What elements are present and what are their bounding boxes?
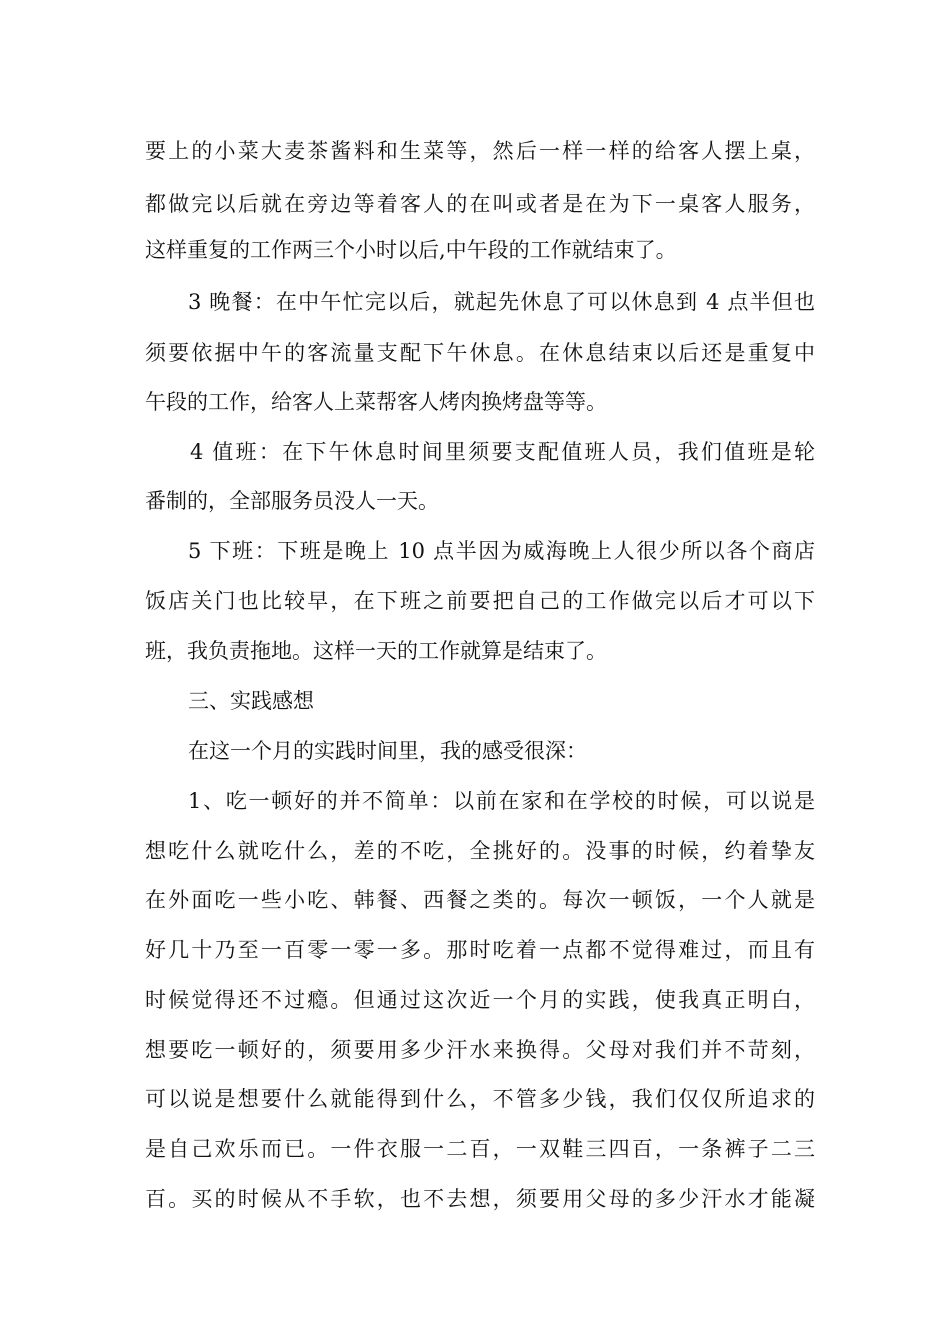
paragraph-line: 饭店关门也比较早，在下班之前要把自己的工作做完以后才可以下 [145,589,815,613]
paragraph-line: 须要依据中午的客流量支配下午休息。在休息结束以后还是重复中 [145,341,815,365]
section-heading: 三、实践感想 [188,689,314,713]
paragraph-line: 午段的工作，给客人上菜帮客人烤肉换烤盘等等。 [145,390,607,414]
paragraph-line: 4 值班：在下午休息时间里须要支配值班人员，我们值班是轮 [190,440,815,464]
paragraph-line: 在这一个月的实践时间里，我的感受很深： [188,739,587,763]
paragraph-line: 想要吃一顿好的，须要用多少汗水来换得。父母对我们并不苛刻， [145,1038,815,1062]
paragraph-line: 3 晚餐：在中午忙完以后，就起先休息了可以休息到 4 点半但也 [188,290,815,314]
paragraph-line: 都做完以后就在旁边等着客人的在叫或者是在为下一桌客人服务， [145,192,815,216]
paragraph-line: 是自己欢乐而已。一件衣服一二百，一双鞋三四百，一条裤子二三 [145,1137,815,1161]
paragraph-line: 百。买的时候从不手软，也不去想，须要用父母的多少汗水才能凝 [145,1187,815,1211]
paragraph-line: 5 下班：下班是晚上 10 点半因为威海晚上人很少所以各个商店 [188,539,815,563]
paragraph-line: 这样重复的工作两三个小时以后,中午段的工作就结束了。 [145,238,677,262]
paragraph-line: 时候觉得还不过瘾。但通过这次近一个月的实践，使我真正明白， [145,988,815,1012]
paragraph-line: 要上的小菜大麦茶酱料和生菜等，然后一样一样的给客人摆上桌， [145,139,815,163]
paragraph-line: 番制的，全部服务员没人一天。 [145,489,439,513]
paragraph-line: 在外面吃一些小吃、韩餐、西餐之类的。每次一顿饭，一个人就是 [145,888,815,912]
paragraph-line: 可以说是想要什么就能得到什么，不管多少钱，我们仅仅所追求的 [145,1087,815,1111]
paragraph-line: 班，我负责拖地。这样一天的工作就算是结束了。 [145,639,607,663]
paragraph-line: 1、吃一顿好的并不简单：以前在家和在学校的时候，可以说是 [188,789,815,813]
paragraph-line: 想吃什么就吃什么，差的不吃，全挑好的。没事的时候，约着挚友 [145,839,815,863]
paragraph-line: 好几十乃至一百零一零一多。那时吃着一点都不觉得难过，而且有 [145,938,815,962]
